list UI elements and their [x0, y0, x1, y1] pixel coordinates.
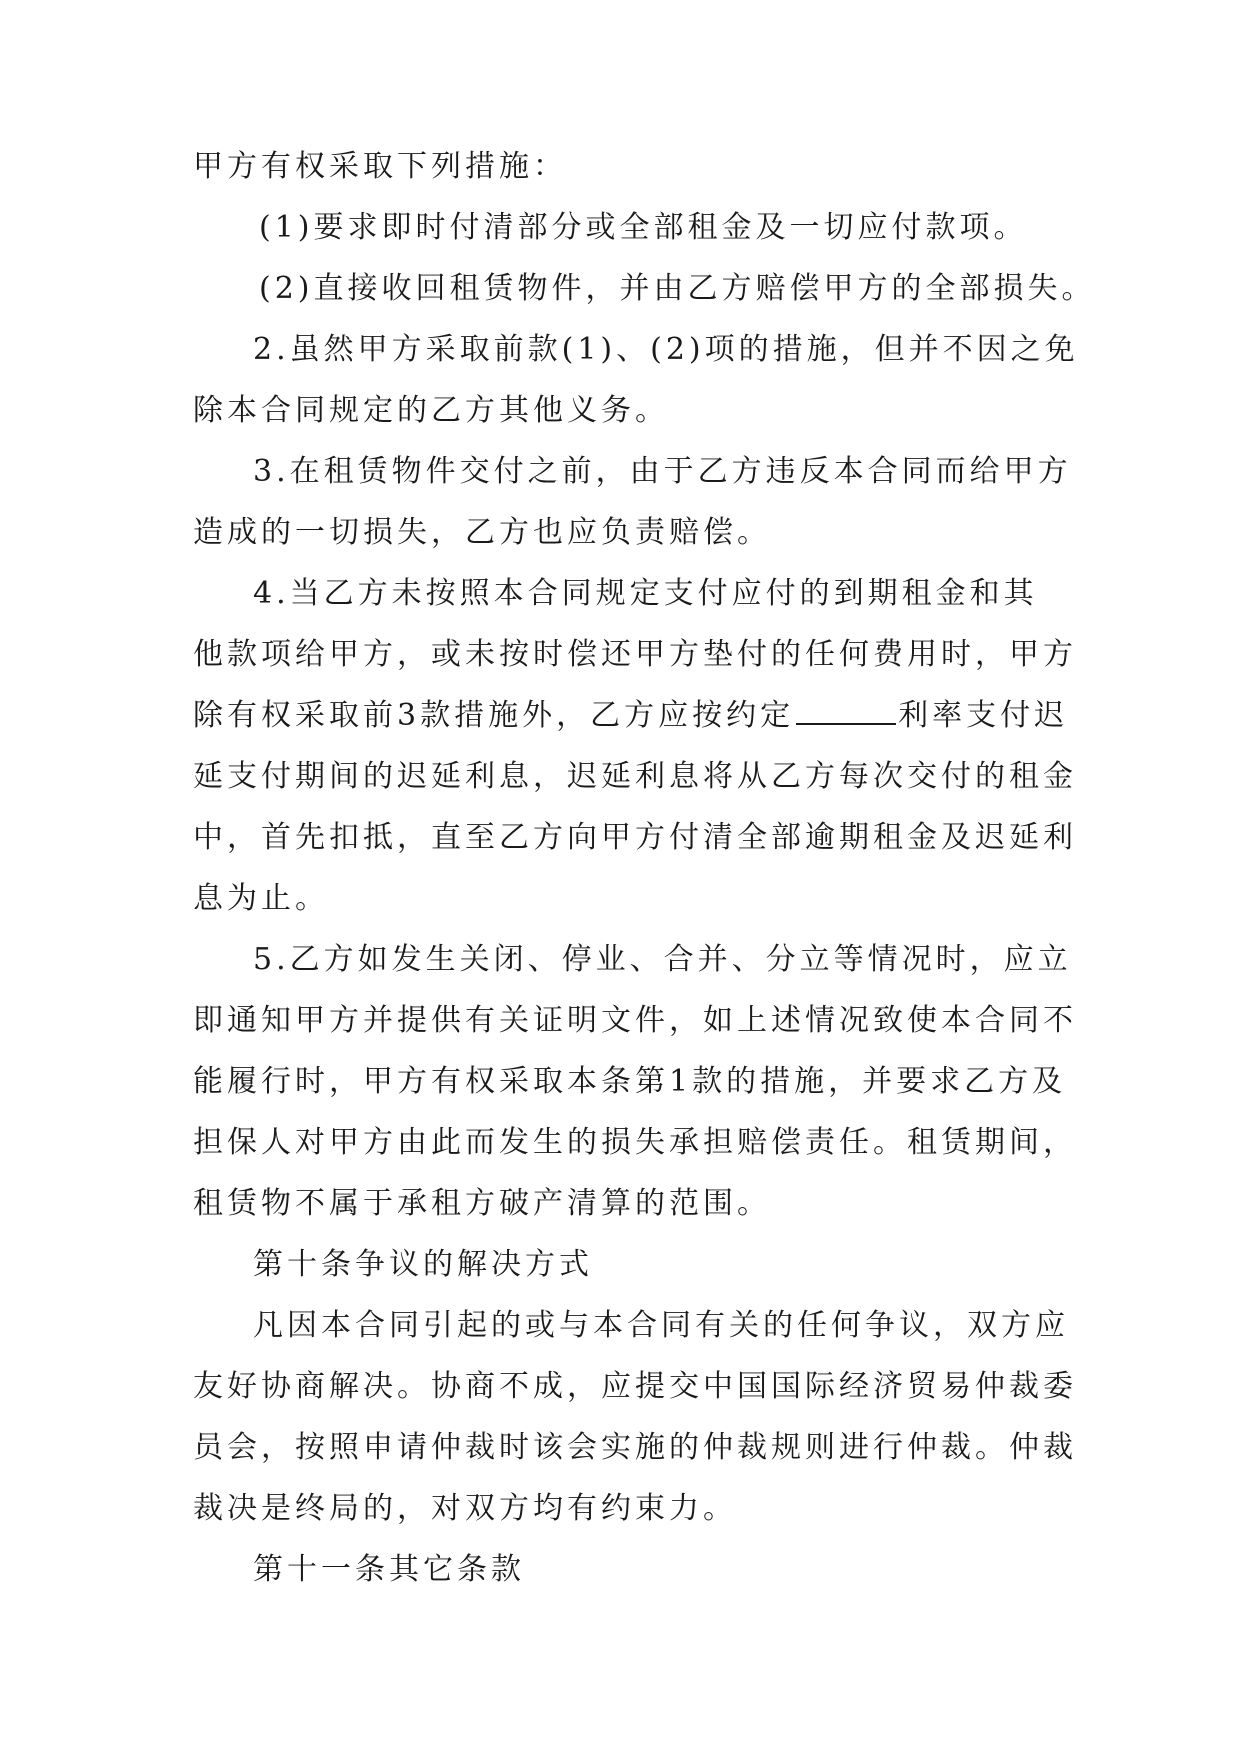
text-line: 员会，按照申请仲裁时该会实施的仲裁规则进行仲裁。仲裁: [193, 1430, 1077, 1465]
section-heading: 第十条争议的解决方式: [253, 1247, 593, 1282]
text-line: 友好协商解决。协商不成，应提交中国国际经济贸易仲裁委: [193, 1369, 1077, 1404]
text-line: 2.虽然甲方采取前款(1)、(2)项的措施，但并不因之免: [253, 332, 1079, 367]
text-line: 3.在租赁物件交付之前，由于乙方违反本合同而给甲方: [253, 454, 1072, 489]
text-line: (2)直接收回租赁物件，并由乙方赔偿甲方的全部损失。: [259, 271, 1096, 306]
text-line: 4.当乙方未按照本合同规定支付应付的到期租金和其: [253, 576, 1038, 611]
document-body: [193, 136, 1096, 1600]
text-line: 凡因本合同引起的或与本合同有关的任何争议，双方应: [253, 1308, 1069, 1343]
text-line: 甲方有权采取下列措施：: [193, 149, 567, 184]
text-line: (1)要求即时付清部分或全部租金及一切应付款项。: [259, 210, 1028, 245]
text-line: 除本合同规定的乙方其他义务。: [193, 393, 669, 428]
text-line: 造成的一切损失，乙方也应负责赔偿。: [193, 515, 771, 550]
text-line: 5.乙方如发生关闭、停业、合并、分立等情况时，应立: [253, 942, 1072, 977]
text-line: 延支付期间的迟延利息，迟延利息将从乙方每次交付的租金: [193, 759, 1077, 794]
text-line: [193, 685, 1073, 746]
text-line: 息为止。: [193, 881, 329, 916]
text-line: 中，首先扣抵，直至乙方向甲方付清全部逾期租金及迟延利: [193, 820, 1077, 855]
text-line: 他款项给甲方，或未按时偿还甲方垫付的任何费用时，甲方: [193, 637, 1077, 672]
text-segment: 利率支付迟: [898, 698, 1069, 733]
fill-blank: [796, 699, 896, 725]
text-line: 担保人对甲方由此而发生的损失承担赔偿责任。租赁期间，: [193, 1125, 1077, 1160]
text-line: 即通知甲方并提供有关证明文件，如上述情况致使本合同不: [193, 1003, 1077, 1038]
text-line: 裁决是终局的，对双方均有约束力。: [193, 1491, 737, 1526]
section-heading: 第十一条其它条款: [253, 1552, 525, 1587]
text-line: 租赁物不属于承租方破产清算的范围。: [193, 1186, 771, 1221]
text-segment: 除有权采取前3款措施外，乙方应按约定: [193, 698, 795, 733]
text-line: 能履行时，甲方有权采取本条第1款的措施，并要求乙方及: [193, 1064, 1067, 1099]
